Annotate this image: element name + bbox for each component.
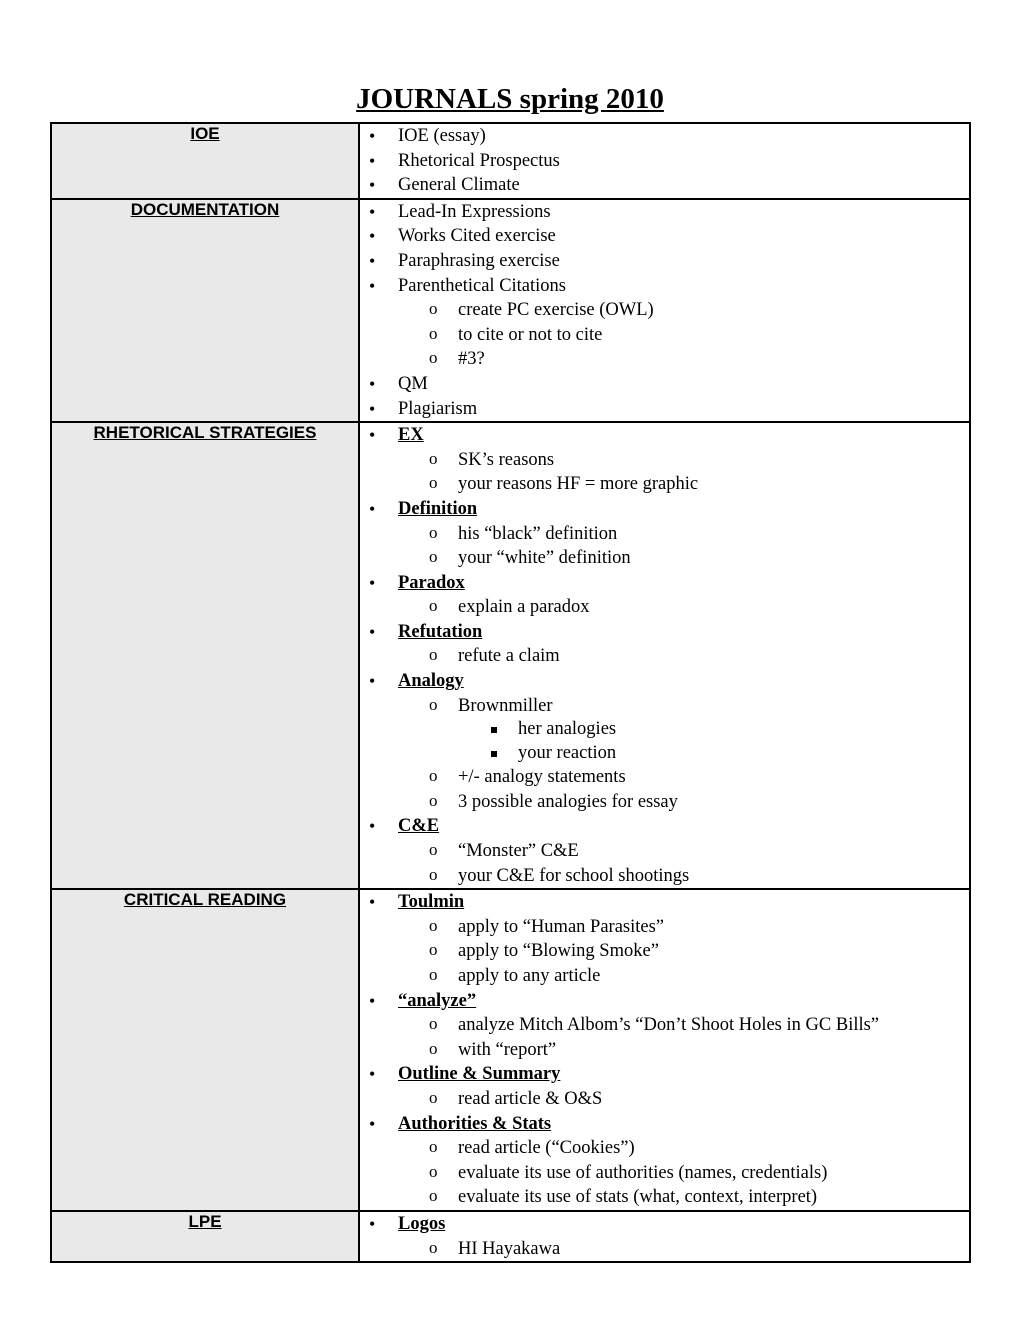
sub-item: [458, 298, 969, 323]
list-item: [398, 1062, 969, 1111]
sub-item-text: read article & O&S: [458, 1088, 603, 1109]
list-item: [398, 423, 969, 497]
topic-heading: Analogy: [398, 671, 464, 692]
sub-item: [458, 964, 969, 989]
sub-item-text: apply to any article: [458, 966, 601, 986]
list-item: [398, 814, 969, 888]
sub-item-text: “Monster” C&E: [458, 841, 579, 862]
topic-heading: Definition: [398, 498, 478, 519]
sub-item: [458, 694, 969, 766]
item-text: Plagiarism: [398, 398, 478, 419]
list-item: [398, 149, 969, 174]
sub-list: [398, 1013, 969, 1062]
sub-item-text: create PC exercise (OWL): [458, 300, 654, 321]
list-item: [398, 224, 969, 249]
sub-list: [398, 915, 969, 989]
section-label: IOE: [51, 123, 359, 199]
sub-item-text: read article (“Cookies”): [458, 1138, 635, 1159]
section-label: LPE: [51, 1211, 359, 1262]
topic-heading: C&E: [398, 816, 440, 837]
sub-list: [398, 595, 969, 620]
section-items: [359, 123, 970, 199]
sub-item: [458, 595, 969, 620]
list-item: [398, 1112, 969, 1210]
section-row-ioe: [51, 123, 970, 199]
section-items: [359, 889, 970, 1211]
sub-list: [398, 522, 969, 571]
list-item: [398, 173, 969, 198]
sub-item: [458, 765, 969, 790]
sub-sub-item: your reaction: [518, 742, 969, 766]
sub-item: [458, 915, 969, 940]
sub-item-text: his “black” definition: [458, 523, 618, 544]
list-item: [398, 249, 969, 274]
document-title: JOURNALS spring 2010: [356, 83, 664, 116]
list-item: [398, 124, 969, 149]
sub-item-text: #3?: [458, 349, 485, 370]
item-text: Rhetorical Prospectus: [398, 150, 560, 171]
table-body: [51, 123, 970, 1262]
sub-item: [458, 790, 969, 815]
sub-list: [398, 839, 969, 888]
topic-heading: Authorities & Stats: [398, 1113, 552, 1134]
sub-item-text: evaluate its use of stats (what, context, interpret): [458, 1187, 818, 1208]
sub-item-text: your reasons HF = more graphic: [458, 474, 699, 495]
sub-list: [398, 694, 969, 815]
sub-item: [458, 347, 969, 372]
sub-list: [398, 448, 969, 497]
section-items: [359, 1211, 970, 1262]
sub-item: [458, 1087, 969, 1112]
sub-item: [458, 1013, 969, 1038]
section-items: [359, 199, 970, 422]
sub-item: [458, 644, 969, 669]
sub-item-text: Brownmiller: [458, 695, 553, 716]
item-text: Parenthetical Citations: [398, 275, 566, 296]
item-text: Paraphrasing exercise: [398, 250, 560, 271]
list-item: [398, 669, 969, 814]
sub-item-text: to cite or not to cite: [458, 324, 603, 345]
section-row-documentation: [51, 199, 970, 422]
sub-item: [458, 522, 969, 547]
sub-list: [398, 1136, 969, 1210]
list-item: [398, 372, 969, 397]
sub-item-text: SK’s reasons: [458, 449, 555, 470]
sub-item: [458, 1136, 969, 1161]
sub-sub-item: her analogies: [518, 718, 969, 742]
sub-item-text: explain a paradox: [458, 597, 590, 618]
sub-item-text: analyze Mitch Albom’s “Don’t Shoot Holes in GC Bills”: [458, 1015, 880, 1036]
list-item: [398, 274, 969, 372]
sub-item: [458, 1237, 969, 1262]
journal-table: [50, 122, 971, 1263]
section-label: CRITICAL READING: [51, 889, 359, 1211]
section-label: RHETORICAL STRATEGIES: [51, 422, 359, 889]
section-row-critical-reading: [51, 889, 970, 1211]
sub-list: [398, 1237, 969, 1262]
item-text: General Climate: [398, 175, 520, 196]
item-text: QM: [398, 373, 428, 394]
sub-list: [398, 644, 969, 669]
topic-heading: Paradox: [398, 572, 465, 593]
bullet-list: [360, 200, 969, 421]
topic-heading: EX: [398, 425, 424, 446]
sub-item: [458, 839, 969, 864]
section-label: DOCUMENTATION: [51, 199, 359, 422]
list-item: [398, 989, 969, 1063]
topic-heading: Logos: [398, 1213, 446, 1234]
list-item: [398, 890, 969, 988]
sub-item: [458, 472, 969, 497]
bullet-list: [360, 890, 969, 1210]
list-item: [398, 397, 969, 422]
item-text: Works Cited exercise: [398, 226, 556, 247]
sub-item: [458, 323, 969, 348]
section-row-lpe: [51, 1211, 970, 1262]
sub-item-text: apply to “Blowing Smoke”: [458, 941, 659, 962]
sub-item: [458, 448, 969, 473]
sub-item: [458, 1161, 969, 1186]
topic-heading: Refutation: [398, 621, 483, 642]
sub-item-text: apply to “Human Parasites”: [458, 916, 665, 937]
sub-item-text: with “report”: [458, 1039, 557, 1060]
sub-item: [458, 1038, 969, 1063]
topic-heading: “analyze”: [398, 990, 477, 1011]
section-row-rhetorical-strategies: [51, 422, 970, 889]
sub-list: [398, 298, 969, 372]
sub-item-text: 3 possible analogies for essay: [458, 791, 678, 812]
list-item: [398, 1212, 969, 1261]
sub-item-text: your C&E for school shootings: [458, 865, 690, 886]
list-item: [398, 497, 969, 571]
sub-item-text: refute a claim: [458, 646, 560, 667]
topic-heading: Toulmin: [398, 892, 465, 913]
sub-item-text: your “white” definition: [458, 548, 631, 569]
sub-item: [458, 864, 969, 889]
bullet-list: [360, 1212, 969, 1261]
item-text: Lead-In Expressions: [398, 201, 551, 222]
sub-item: [458, 1185, 969, 1210]
sub-item: [458, 546, 969, 571]
bullet-list: [360, 124, 969, 198]
section-items: [359, 422, 970, 889]
list-item: [398, 620, 969, 669]
sub-item-text: +/- analogy statements: [458, 767, 626, 788]
topic-heading: Outline & Summary: [398, 1064, 561, 1085]
sub-item-text: evaluate its use of authorities (names, credentials): [458, 1162, 828, 1183]
sub-item: [458, 939, 969, 964]
list-item: [398, 200, 969, 225]
sub-item-text: HI Hayakawa: [458, 1238, 561, 1259]
sub-list: [398, 1087, 969, 1112]
item-text: IOE (essay): [398, 126, 486, 146]
bullet-list: [360, 423, 969, 888]
sub-sub-list: [458, 718, 969, 765]
list-item: [398, 571, 969, 620]
